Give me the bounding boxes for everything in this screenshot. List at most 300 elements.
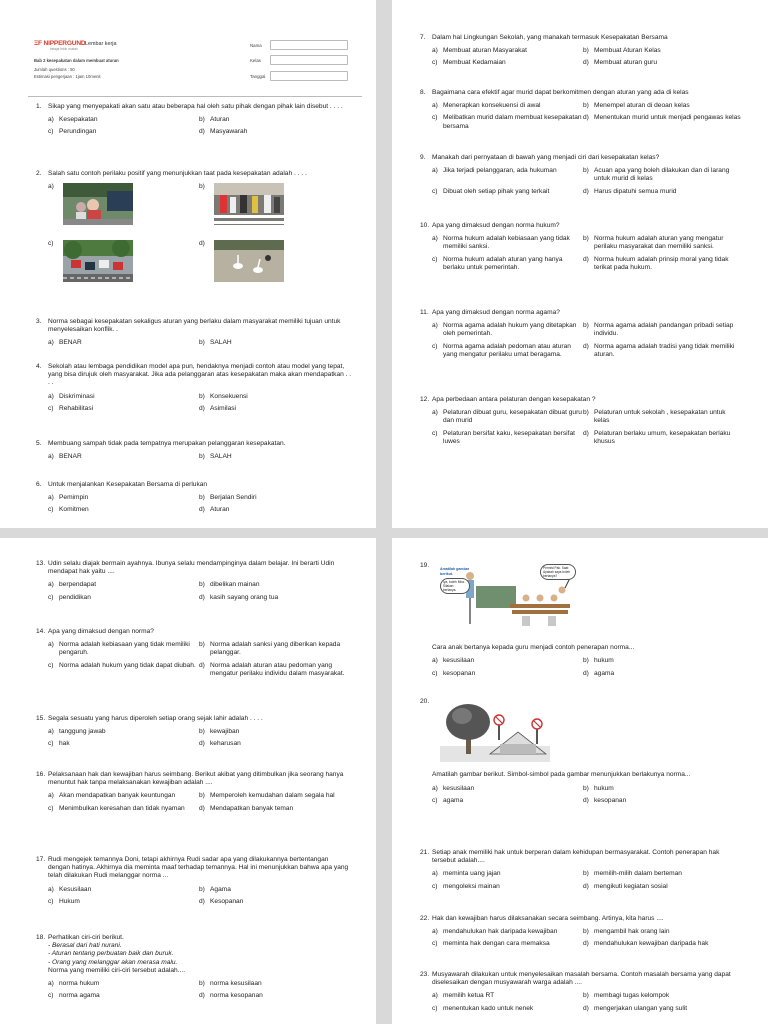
date-field[interactable] [270,71,348,81]
date-label: Tanggal [250,74,266,79]
option-text: norma kesopanan [210,992,263,1000]
chapter-title: Bab 2 kesepakatan dalam membuat aturan [34,58,119,63]
question-number: 4. [36,363,42,370]
option-text: Pemimpin [59,494,89,502]
option-b[interactable] [583,870,741,878]
question-text: Hak dan kewajiban harus dilaksanakan secara seimbang. Artinya, kita harus .... [432,915,664,922]
option-d[interactable] [199,405,357,413]
question-text: Rudi mengejek temannya Doni, tetapi akhirnya Rudi sadar apa yang dilakukannya bertentangan dengan hatinya. Akhirnya dia meminta maaf terhadap temannya. Hal ini menunjukkan bahwa apa yang telah dilakukan Rudi melanggar norma ... [48,856,349,880]
option-letter: b) [199,792,205,800]
question-number: 5. [36,440,42,447]
option-text: Norma hukum adalah prinsip moral yang tidak terikat pada hukum. [594,255,729,271]
option-text: agama [594,669,615,677]
option-letter: d) [583,429,589,437]
option-letter: d) [583,796,589,804]
option-text: Agama [210,885,231,893]
option-b[interactable] [583,102,741,110]
option-letter: a) [48,392,54,400]
question-number: 19. [420,562,430,569]
option-letter: b) [199,641,205,649]
question-text: Apa yang dimaksud dengan norma agama? [432,309,560,316]
option-letter: a) [432,409,438,417]
option-text: mengerjakan ulangan yang sulit [594,1004,688,1012]
option-b[interactable] [199,581,357,589]
option-letter: a) [432,322,438,330]
option-letter: c) [48,593,54,601]
option-letter: a) [48,183,54,191]
option-a[interactable] [48,183,199,230]
option-letter: c) [48,804,54,812]
question-14 [36,628,352,678]
option-c[interactable] [48,405,199,413]
option-letter: c) [432,59,438,67]
question-number: 8. [420,89,426,96]
header-divider [28,96,362,97]
option-letter: d) [583,342,589,350]
option-b[interactable] [199,792,357,800]
option-d[interactable] [199,594,357,602]
option-letter: a) [48,494,54,502]
option-a[interactable] [432,235,583,251]
option-text: pendidikan [59,593,91,601]
option-letter: b) [199,183,205,191]
option-letter: c) [432,882,438,890]
option-text: Pelaturan bersifat kaku, kesepakatan bersifat luwes [443,429,575,445]
option-a[interactable] [48,393,199,401]
criteria-line-2: - Aturan tentang perbuatan baik dan buruk. [48,950,174,958]
option-letter: b) [583,409,589,417]
option-letter: c) [432,255,438,263]
option-letter: d) [199,593,205,601]
option-letter: c) [432,429,438,437]
option-d[interactable] [199,898,357,906]
photo-traffic-motorbikes [63,240,133,282]
option-text: dibelikan mainan [210,581,260,589]
option-letter: c) [48,240,54,248]
option-text: Rehabilitasi [59,404,94,412]
option-text: kasih sayang orang tua [210,593,279,601]
option-text: mengoleksi mainan [443,882,500,890]
option-text: SALAH [210,453,232,461]
worksheet-page-1 [0,0,376,528]
option-letter: a) [432,102,438,110]
option-text: Kesusilaan [59,885,92,893]
option-a[interactable] [432,992,583,1000]
option-letter: c) [432,114,438,122]
option-text: berpendapat [59,581,97,589]
option-text: memilih-milih dalam berteman [594,870,682,878]
option-text: Konsekuensi [210,392,248,400]
option-text: Norma agama adalah pedoman atau aturan yang mengatur perilaku umat beragama. [443,342,571,358]
option-letter: b) [199,453,205,461]
option-d[interactable] [199,740,357,748]
option-letter: d) [583,59,589,67]
option-letter: c) [48,506,54,514]
option-letter: b) [199,728,205,736]
option-text: Norma adalah hukum yang tidak dapat diubah. [59,661,196,669]
question-text: Sikap yang menyepakati akan satu atau beberapa hal oleh satu pihak dengan pihak lain disebut . . . . [48,103,343,110]
option-letter: c) [432,669,438,677]
option-letter: c) [48,740,54,748]
option-text: membagi tugas kelompok [594,992,670,1000]
option-letter: a) [432,657,438,665]
class-field[interactable] [270,55,348,65]
option-c[interactable] [48,594,199,602]
option-c[interactable] [48,740,199,748]
option-a[interactable] [48,641,199,657]
option-letter: a) [48,980,54,988]
question-text: Untuk menjalankan Kesepakatan Bersama di perlukan [48,481,208,488]
option-b[interactable] [583,657,741,665]
option-text: Menentukan murid untuk menjadi pengawas kelas [594,114,741,122]
option-b[interactable] [583,47,741,55]
option-letter: d) [583,255,589,263]
option-text: BENAR [59,339,82,347]
question-number: 13. [36,560,46,567]
option-a[interactable] [48,581,199,589]
option-letter: c) [48,897,54,905]
option-a[interactable] [432,785,583,793]
option-text: agama [443,796,464,804]
option-letter: c) [432,1004,438,1012]
question-number: 11. [420,309,429,316]
question-12 [420,396,736,446]
option-d[interactable] [583,883,741,891]
option-b[interactable] [583,235,741,251]
option-d[interactable] [199,128,357,136]
option-a[interactable] [432,409,583,425]
option-text: menentukan kado untuk nenek [443,1004,534,1012]
option-letter: b) [199,494,205,502]
option-c[interactable] [432,343,583,359]
option-b[interactable] [199,116,357,124]
option-d[interactable] [583,256,741,272]
option-letter: a) [48,339,54,347]
option-letter: a) [432,870,438,878]
question-5 [36,440,352,461]
option-c[interactable] [48,805,199,813]
question-22 [420,915,736,949]
question-text: Sekolah atau lembaga pendidikan model apa pun, hendaknya menjadi contoh atau model yang tepat, yang bisa dirujuk oleh masyarakat. Jika ada pelanggaran atas kesepakatan maka akan mendapatkan . . . . [48,363,352,387]
brand-logo: ΞF NIPPERGUND [34,40,86,47]
option-c[interactable] [432,797,583,805]
option-text: mengambil hak orang lain [594,928,670,936]
option-letter: d) [199,240,205,248]
option-d[interactable] [199,240,357,287]
option-c[interactable] [432,940,583,948]
option-letter: d) [199,992,205,1000]
option-text: Menerapkan konsekuensi di awal [443,102,541,110]
option-letter: c) [48,992,54,1000]
option-b[interactable] [583,785,741,793]
option-text: kewajiban [210,728,240,736]
question-3 [36,318,352,348]
photo-crowd-crossing [214,183,284,225]
option-text: kesusilaan [443,784,475,792]
option-d[interactable] [583,1005,741,1013]
question-text: Segala sesuatu yang harus diperoleh setiap orang sejak lahir adalah . . . . [48,715,263,722]
option-a[interactable] [432,657,583,665]
question-2 [36,170,352,287]
worksheet-title: Lembar kerja [85,41,117,47]
option-letter: d) [199,404,205,412]
option-text: Pelaturan berlaku umum, kesepakatan berlaku khusus [594,429,731,445]
option-a[interactable] [48,980,199,988]
option-c[interactable] [432,256,583,272]
option-d[interactable] [583,59,741,67]
question-text: Amatilah gambar berikut. Simbol-simbol pada gambar menunjukkan berlakunya norma... [432,771,691,779]
option-c[interactable] [48,992,199,1000]
question-21 [420,849,736,891]
question-1 [36,103,352,137]
option-text: Norma hukum adalah aturan yang mengatur perilaku masyarakat dan memiliki sanksi. [594,235,724,251]
option-b[interactable] [583,992,741,1000]
option-c[interactable] [432,670,583,678]
option-letter: b) [583,784,589,792]
question-text: Dalam hal Lingkungan Sekolah, yang manakah termasuk Kesepakatan Bersama [432,34,668,41]
option-letter: b) [199,339,205,347]
option-d[interactable] [583,670,741,678]
option-c[interactable] [48,128,199,136]
option-text: Menimbulkan keresahan dan tidak nyaman [59,804,185,812]
option-b[interactable] [583,928,741,936]
question-number: 18. [36,934,46,941]
option-letter: c) [432,796,438,804]
worksheet-page-3 [0,538,376,1024]
option-text: Harus dipatuhi semua murid [594,187,677,195]
option-text: hak [59,740,70,748]
option-d[interactable] [583,114,741,130]
option-d[interactable] [199,805,357,813]
option-letter: d) [199,661,205,669]
class-label: Kelas [250,58,261,63]
option-b[interactable] [583,322,741,338]
speech-bubble-student: Permisi Pak. Saat Apakah saya boleh bertanya? [540,564,576,580]
option-letter: b) [199,885,205,893]
option-text: Dibuat oleh setiap pihak yang terkait [443,187,550,195]
question-8 [420,89,741,131]
option-c[interactable] [432,188,583,196]
option-letter: c) [48,128,54,136]
option-text: Perundingan [59,128,97,136]
option-a[interactable] [432,870,583,878]
option-text: Membuat Kedamaian [443,59,506,67]
brand-tagline: belajar lebih mudah [50,47,78,51]
criteria-line-1: - Berasal dari hati nurani. [48,942,122,950]
option-b[interactable] [199,886,357,894]
option-b[interactable] [199,980,357,988]
question-number: 22. [420,915,430,922]
question-text: Salah satu contoh perilaku positif yang menunjukkan taat pada kesepakatan adalah . . . . [48,170,307,177]
question-number: 10. [420,222,430,229]
question-17 [36,856,352,906]
question-text: Setiap anak memiliki hak untuk berperan dalam kehidupan bermasyarakat. Contoh penerapan hak tersebut adalah.... [432,849,720,865]
option-letter: b) [583,992,589,1000]
option-b[interactable] [199,641,357,657]
option-d[interactable] [199,506,357,514]
option-a[interactable] [432,47,583,55]
option-letter: b) [199,980,205,988]
option-letter: b) [583,928,589,936]
option-a[interactable] [432,928,583,936]
option-b[interactable] [583,167,741,183]
question-text: Membuang sampah tidak pada tempatnya merupakan pelanggaran kesepakatan. [48,440,286,447]
option-text: BENAR [59,453,82,461]
option-text: Aturan [210,116,230,124]
option-text: Membuat Aturan Kelas [594,47,661,55]
question-number: 1. [36,103,42,110]
question-18 [36,934,352,1001]
option-a[interactable] [48,116,199,124]
option-letter: d) [583,669,589,677]
option-text: mengikuti kegiatan sosial [594,882,668,890]
option-a[interactable] [432,102,583,110]
option-text: memilih ketua RT [443,992,495,1000]
option-text: Berjalan Sendiri [210,494,257,502]
option-c[interactable] [48,662,199,678]
option-text: Norma adalah sanksi yang diberikan kepada pelanggar. [210,641,341,657]
option-letter: c) [432,940,438,948]
question-10 [420,222,736,272]
option-letter: a) [48,581,54,589]
option-d[interactable] [583,430,741,446]
option-letter: d) [199,506,205,514]
option-letter: a) [432,928,438,936]
option-letter: d) [583,882,589,890]
option-letter: b) [199,581,205,589]
option-text: Mendapatkan banyak teman [210,804,294,812]
worksheet-header [28,32,362,98]
question-number: 3. [36,318,42,325]
question-number: 20. [420,698,430,705]
photo-park-birds [214,240,284,282]
option-a[interactable] [432,322,583,338]
option-letter: a) [48,116,54,124]
option-d[interactable] [199,662,357,678]
option-letter: c) [432,342,438,350]
option-letter: b) [583,870,589,878]
option-b[interactable] [199,339,357,347]
option-text: hukum [594,657,614,665]
speech-bubble-teacher: Iya, boleh Mira. Silakan bertanya. [440,578,470,594]
question-text: Perhatikan ciri-ciri berikut. [48,934,124,941]
option-d[interactable] [583,343,741,359]
option-b[interactable] [199,183,357,230]
option-c[interactable] [432,883,583,891]
option-text: Norma adalah aturan atau pedoman yang mengatur perilaku individu dalam masyarakat. [210,661,345,677]
worksheet-page-2 [392,0,768,528]
question-9 [420,154,736,196]
option-b[interactable] [583,409,741,425]
option-a[interactable] [48,494,199,502]
option-a[interactable] [432,167,583,183]
question-number: 23. [420,971,430,978]
option-letter: a) [48,453,54,461]
option-d[interactable] [583,188,741,196]
worksheet-page-4 [392,538,768,1024]
option-text: Aturan [210,506,230,514]
park-signs-illustration [440,702,550,762]
option-a[interactable] [48,728,199,736]
option-text: norma hukum [59,980,100,988]
option-a[interactable] [48,339,199,347]
question-19 [420,562,736,678]
option-letter: d) [199,897,205,905]
option-a[interactable] [48,792,199,800]
option-d[interactable] [583,797,741,805]
question-number: 2. [36,170,42,177]
option-b[interactable] [199,393,357,401]
option-c[interactable] [432,59,583,67]
option-a[interactable] [48,886,199,894]
option-letter: d) [583,1004,589,1012]
question-text: Musyawarah dilakukan untuk menyelesaikan masalah bersama. Contoh masalah bersama yang dapat diselesaikan dengan musyawarah warga adalah .... [432,971,731,987]
option-b[interactable] [199,494,357,502]
option-text: Jika terjadi pelanggaran, ada hukuman [443,167,557,175]
question-number: 12. [420,396,430,403]
option-b[interactable] [199,728,357,736]
option-text: norma kesusilaan [210,980,262,988]
option-d[interactable] [199,992,357,1000]
option-c[interactable] [432,430,583,446]
name-label: Nama [250,43,262,48]
option-text: Acuan apa yang boleh dilakukan dan di larang untuk murid di kelas [594,167,730,183]
option-text: Norma agama adalah hukum yang ditetapkan oleh pemerintah. [443,322,577,338]
option-c[interactable] [432,114,583,130]
name-field[interactable] [270,40,348,50]
option-letter: a) [48,641,54,649]
question-number: 15. [36,715,46,722]
option-text: Pelaturan untuk sekolah , kesepakatan untuk kelas [594,409,726,425]
question-13 [36,560,352,602]
estimated-time: Estimasi pengerjaan : 1jam 10menit [34,74,101,79]
option-c[interactable] [48,506,199,514]
question-23 [420,971,736,1013]
question-number: 17. [36,856,46,863]
option-letter: a) [432,47,438,55]
option-text: norma agama [59,992,100,1000]
option-d[interactable] [583,940,741,948]
option-letter: c) [48,661,54,669]
option-letter: d) [583,114,589,122]
option-letter: b) [199,392,205,400]
option-letter: d) [583,187,589,195]
option-letter: a) [432,784,438,792]
option-text: Diskriminasi [59,392,95,400]
option-text: mendahulukan kewajiban daripada hak [594,940,709,948]
option-text: Norma agama adalah pandangan pribadi setiap individu. [594,322,734,338]
question-text: Pelaksanaan hak dan kewajiban harus seimbang. Berikut akibat yang ditimbulkan jika seorang hanya menuntut hak tanpa melaksanakan kewajiban adalah .... [48,771,344,787]
option-letter: a) [48,728,54,736]
question-text: Apa perbedaan antara pelaturan dengan kesepakatan ? [432,396,596,403]
option-text: Pelaturan dibuat guru, kesepakatan dibuat guru dan murid [443,409,582,425]
option-text: Membuat aturan guru [594,59,658,67]
option-a[interactable] [48,453,199,461]
option-c[interactable] [48,240,199,287]
option-text: Membuat aturan Masyarakat [443,47,527,55]
question-text: Manakah dari pernyataan di bawah yang menjadi ciri dari kesepakatan kelas? [432,154,660,161]
question-number: 14. [36,628,46,635]
option-text: Norma hukum adalah aturan yang hanya berlaku untuk pemerintah. [443,255,563,271]
option-text: tanggung jawab [59,728,106,736]
question-6 [36,481,352,515]
option-b[interactable] [199,453,357,461]
option-c[interactable] [48,898,199,906]
option-letter: a) [432,235,438,243]
question-text-2: Norma yang memiliki ciri-ciri tersebut adalah.... [48,966,186,974]
option-c[interactable] [432,1005,583,1013]
question-16 [36,771,352,813]
